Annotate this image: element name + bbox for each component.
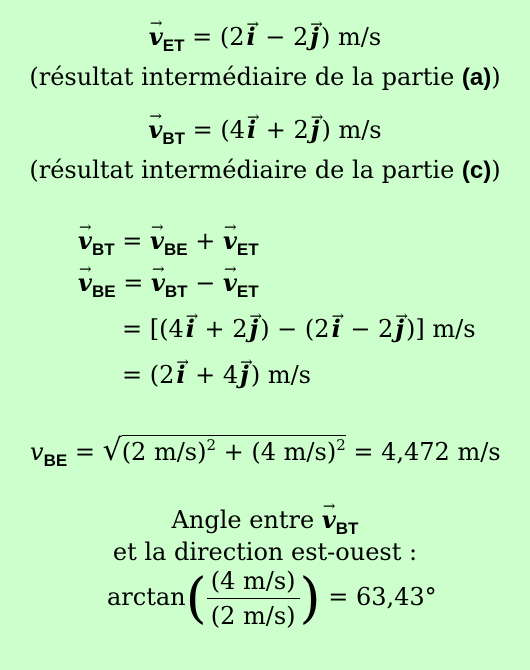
equation-result-vector: = (2→ i + 4→ j) m/s	[122, 360, 311, 390]
equation-angle: arctan( $\frac{(4 m/s)}{(2 m/s)}$ ) = 63,43°	[107, 566, 437, 630]
unit-vector-j: → j	[309, 115, 322, 144]
fraction: $\frac{(4 m/s)}{(2 m/s)}$	[207, 566, 300, 631]
subscript: BT	[162, 129, 185, 148]
square-root-sign: √	[102, 433, 122, 468]
equation-substitution: = [(4→ i + 2→ j) − (2→ i − 2→ j)] m/s	[122, 314, 476, 344]
angle-heading: Angle entre → $v_{BT}$	[0, 505, 530, 538]
vector-v: → v	[149, 22, 163, 51]
equation-vector-sum: → $v_{BT}$ = → $v_{BE}$ + → $v_{ET}$	[78, 226, 259, 259]
angle-direction-text: et la direction est-ouest :	[112, 538, 418, 566]
equation-vector-difference: → $v_{BE}$ = → $v_{BT}$ − → $v_{ET}$	[78, 268, 259, 301]
note-part-a: (résultat intermédiaire de la partie (a))	[29, 63, 501, 91]
equation-magnitude: $v_{BE} = √(2$ m/s)$^2$ + (4 m/s)$^2$ = 4,472 m/s	[30, 433, 501, 470]
note-part-c: (résultat intermédiaire de la partie (c))	[29, 156, 501, 184]
equation-v-et: → $v_{ET} = (2\to i - 2\to j)$ m/s	[0, 22, 530, 55]
unit-vector-i: → i	[245, 22, 258, 51]
unit-vector-i: → i	[245, 115, 258, 144]
subscript: ET	[162, 36, 185, 55]
equation-v-bt: → $v_{BT} = (4\to i + 2\to j)$ m/s	[0, 115, 530, 148]
vector-v: → v	[148, 115, 162, 144]
unit-vector-j: → j	[308, 22, 321, 51]
